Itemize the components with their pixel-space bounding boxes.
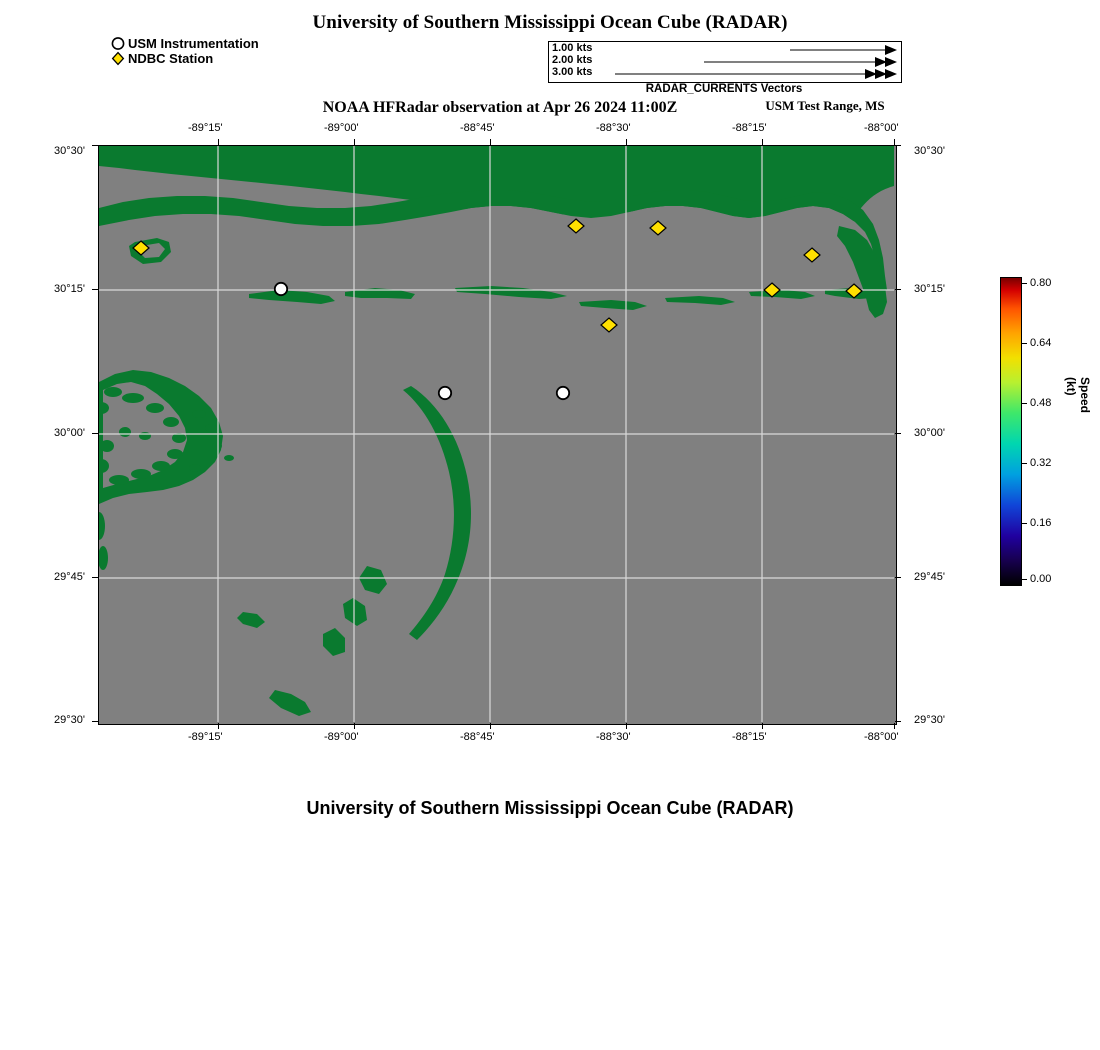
vector-key-label-3: 3.00 kts [552, 66, 593, 78]
colorbar-gradient [1000, 277, 1022, 586]
axis-tick [92, 289, 98, 290]
axis-tick [762, 139, 763, 145]
x-axis-label-bottom-3: -88°45' [460, 731, 495, 743]
axis-tick [490, 139, 491, 145]
axis-tick [895, 577, 901, 578]
x-axis-label-top-1: -89°15' [188, 122, 223, 134]
axis-tick [92, 577, 98, 578]
legend-item-ndbc [110, 51, 259, 66]
legend-item-usm [110, 36, 259, 51]
legend-label-ndbc: NDBC Station [128, 51, 214, 66]
axis-tick [92, 721, 98, 722]
diamond-marker-icon [110, 51, 128, 66]
vector-key-label-1: 1.00 kts [552, 42, 593, 54]
y-axis-label-right-3: 30°00' [914, 427, 945, 439]
vector-scale-key [548, 41, 902, 83]
axis-tick [490, 723, 491, 729]
marker-legend [110, 36, 259, 66]
range-label: USM Test Range, MS [765, 98, 885, 113]
colorbar-tick [1021, 403, 1027, 404]
axis-tick [218, 723, 219, 729]
colorbar-tick [1021, 283, 1027, 284]
colorbar-tick [1021, 579, 1027, 580]
vector-key-caption: RADAR_CURRENTS Vectors [645, 83, 803, 95]
axis-tick [895, 433, 901, 434]
page-title: University of Southern Mississippi Ocean Cube (RADAR) [312, 12, 788, 33]
colorbar-tick [1021, 343, 1027, 344]
axis-tick [895, 721, 901, 722]
axis-tick [626, 139, 627, 145]
y-axis-label-left-5: 29°30' [54, 714, 85, 726]
y-axis-label-left-1: 30°30' [54, 145, 85, 157]
colorbar-label-000: 0.00 [1030, 573, 1052, 585]
colorbar-label-048: 0.48 [1030, 397, 1052, 409]
axis-tick [354, 139, 355, 145]
x-axis-label-top-3: -88°45' [460, 122, 495, 134]
x-axis-label-top-5: -88°15' [732, 122, 767, 134]
y-axis-label-right-4: 29°45' [914, 571, 945, 583]
footer-title: University of Southern Mississippi Ocean Cube (RADAR) [306, 798, 794, 818]
vector-key-row-3 [549, 67, 901, 80]
y-axis-label-right-5: 29°30' [914, 714, 945, 726]
map-canvas[interactable] [98, 145, 897, 725]
axis-tick [895, 145, 901, 146]
x-axis-label-bottom-4: -88°30' [596, 731, 631, 743]
observation-title: NOAA HFRadar observation at Apr 26 2024 11:00Z [322, 99, 678, 116]
y-axis-label-left-4: 29°45' [54, 571, 85, 583]
axis-tick [218, 139, 219, 145]
x-axis-label-bottom-2: -89°00' [324, 731, 359, 743]
axis-tick [92, 145, 98, 146]
colorbar-label-064: 0.64 [1030, 337, 1052, 349]
x-axis-label-bottom-1: -89°15' [188, 731, 223, 743]
axis-tick [762, 723, 763, 729]
axis-tick [894, 723, 895, 729]
axis-tick [626, 723, 627, 729]
colorbar-label-032: 0.32 [1030, 457, 1052, 469]
x-axis-label-top-4: -88°30' [596, 122, 631, 134]
vector-key-label-2: 2.00 kts [552, 54, 593, 66]
axis-tick [354, 723, 355, 729]
y-axis-label-left-3: 30°00' [54, 427, 85, 439]
axis-tick [895, 289, 901, 290]
colorbar-title: Speed (kt) [1064, 377, 1092, 414]
x-axis-label-bottom-6: -88°00' [864, 731, 899, 743]
circle-marker-icon [110, 36, 128, 51]
x-axis-label-bottom-5: -88°15' [732, 731, 767, 743]
colorbar-tick [1021, 463, 1027, 464]
x-axis-label-top-2: -89°00' [324, 122, 359, 134]
colorbar-label-016: 0.16 [1030, 517, 1052, 529]
colorbar-label-080: 0.80 [1030, 277, 1052, 289]
y-axis-label-right-1: 30°30' [914, 145, 945, 157]
legend-label-usm: USM Instrumentation [128, 36, 259, 51]
y-axis-label-left-2: 30°15' [54, 283, 85, 295]
axis-tick [92, 433, 98, 434]
x-axis-label-top-6: -88°00' [864, 122, 899, 134]
y-axis-label-right-2: 30°15' [914, 283, 945, 295]
colorbar-tick [1021, 523, 1027, 524]
